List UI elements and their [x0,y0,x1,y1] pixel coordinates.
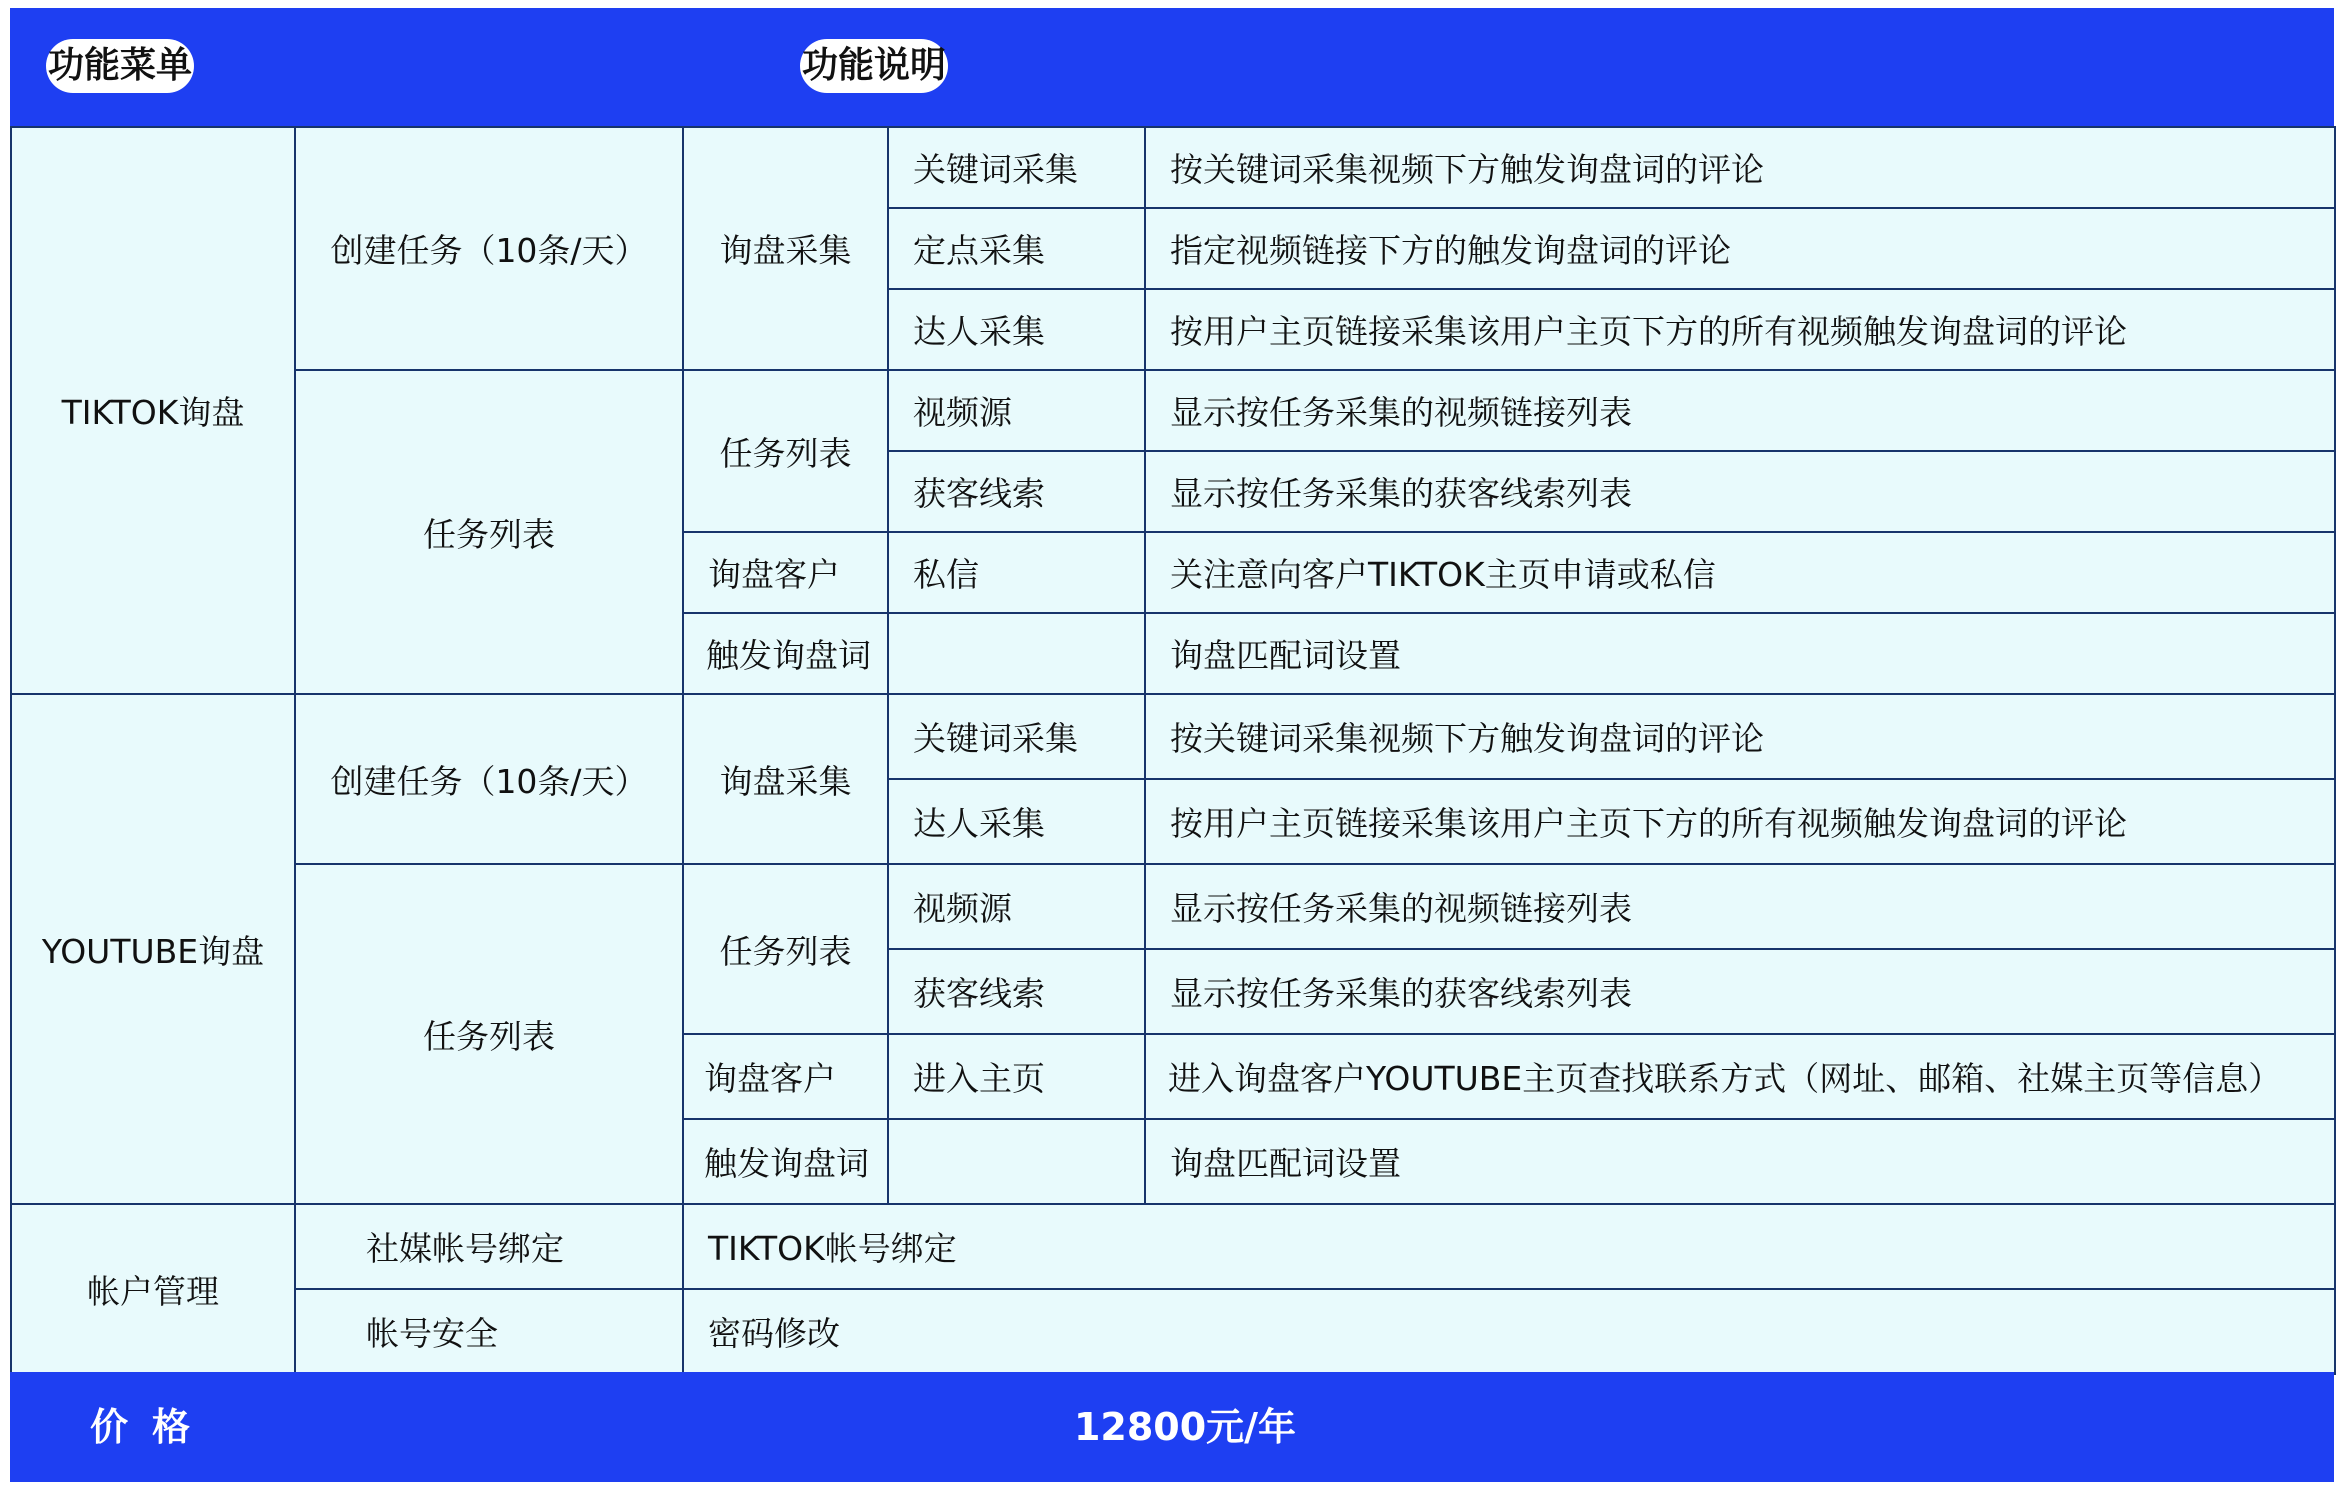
feature-description: 按关键词采集视频下方触发询盘词的评论 [1145,127,2335,208]
feature-item [888,1119,1145,1204]
feature-description: 按用户主页链接采集该用户主页下方的所有视频触发询盘词的评论 [1145,289,2335,370]
youtube-task-list: 任务列表 [295,864,683,1204]
table-row [11,1204,2335,1289]
table-row [11,370,2335,451]
feature-description: 指定视频链接下方的触发询盘词的评论 [1145,208,2335,289]
feature-item: 关键词采集 [888,694,1145,779]
feature-description: 显示按任务采集的视频链接列表 [1145,864,2335,949]
tiktok-customer: 询盘客户 [683,532,888,613]
feature-item: 定点采集 [888,208,1145,289]
feature-item: 进入主页 [888,1034,1145,1119]
description-title-pill: 功能说明 [800,39,948,93]
youtube-task-list-sub: 任务列表 [683,864,888,1034]
module-account: 帐户管理 [11,1204,295,1374]
feature-description: 显示按任务采集的获客线索列表 [1145,451,2335,532]
feature-description: 显示按任务采集的获客线索列表 [1145,949,2335,1034]
youtube-trigger-words: 触发询盘词 [683,1119,888,1204]
price-label: 价格 [90,1405,215,1449]
tiktok-task-list: 任务列表 [295,370,683,694]
account-description: 密码修改 [683,1289,2335,1374]
youtube-customer: 询盘客户 [683,1034,888,1119]
feature-item: 达人采集 [888,779,1145,864]
tiktok-task-list-sub: 任务列表 [683,370,888,532]
feature-description: 按关键词采集视频下方触发询盘词的评论 [1145,694,2335,779]
youtube-inquiry-collect: 询盘采集 [683,694,888,864]
feature-description: 询盘匹配词设置 [1145,613,2335,694]
table-header [10,8,2334,126]
feature-description: 关注意向客户TIKTOK主页申请或私信 [1145,532,2335,613]
table-row [11,127,2335,208]
price-bar [10,1372,2334,1482]
feature-item: 达人采集 [888,289,1145,370]
module-tiktok: TIKTOK询盘 [11,127,295,694]
feature-description: 显示按任务采集的视频链接列表 [1145,370,2335,451]
feature-item: 关键词采集 [888,127,1145,208]
menu-title-pill: 功能菜单 [46,39,194,93]
feature-item: 视频源 [888,370,1145,451]
table-row [11,694,2335,779]
account-item: 帐号安全 [295,1289,683,1374]
account-description: TIKTOK帐号绑定 [683,1204,2335,1289]
feature-item: 私信 [888,532,1145,613]
price-value: 12800元/年 [1073,1405,1297,1449]
tiktok-trigger-words: 触发询盘词 [683,613,888,694]
account-item: 社媒帐号绑定 [295,1204,683,1289]
feature-item: 获客线索 [888,451,1145,532]
youtube-create-task: 创建任务（10条/天） [295,694,683,864]
table-row [11,1289,2335,1374]
tiktok-inquiry-collect: 询盘采集 [683,127,888,370]
table-row [11,864,2335,949]
tiktok-create-task: 创建任务（10条/天） [295,127,683,370]
feature-table [10,8,2334,1482]
feature-item: 视频源 [888,864,1145,949]
feature-item: 获客线索 [888,949,1145,1034]
feature-grid [10,126,2336,1375]
module-youtube: YOUTUBE询盘 [11,694,295,1204]
feature-item [888,613,1145,694]
feature-description: 按用户主页链接采集该用户主页下方的所有视频触发询盘词的评论 [1145,779,2335,864]
feature-description: 进入询盘客户YOUTUBE主页查找联系方式（网址、邮箱、社媒主页等信息） [1145,1034,2335,1119]
feature-description: 询盘匹配词设置 [1145,1119,2335,1204]
